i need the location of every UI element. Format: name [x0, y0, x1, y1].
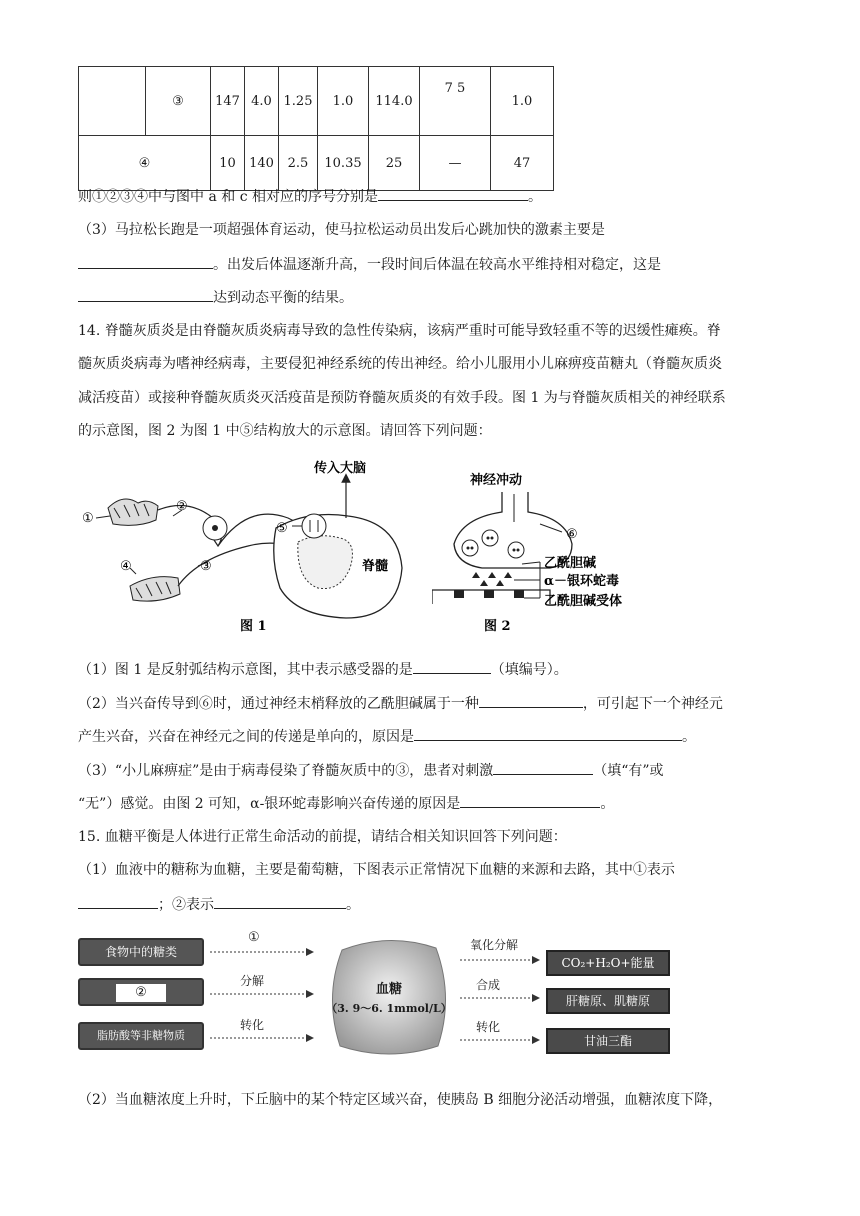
table-cell: 114.0: [369, 67, 420, 136]
q13-part3-line2: 。出发后体温逐渐升高，一段时间后体温在较高水平维持相对稳定，这是: [78, 254, 661, 275]
center-title: 血糖: [375, 982, 402, 997]
table-cell: 25: [369, 136, 420, 191]
q14-stem-line3: 减活疫苗）或接种脊髓灰质炎灭活疫苗是预防脊髓灰质炎的有效手段。图 1 为与脊髓灰质相关的神经联系: [78, 390, 726, 406]
table-cell: 7 5: [420, 67, 491, 136]
table-cell: 1.0: [491, 67, 554, 136]
fig2-toxin-label: α－银环蛇毒: [544, 574, 620, 589]
row-label: ③: [146, 67, 211, 136]
q14-sub1: （1）图 1 是反射弧结构示意图，其中表示感受器的是 （填编号）。: [78, 659, 568, 680]
q15-part1-line2: ；②表示 。: [78, 894, 360, 915]
table-cell: 140: [245, 136, 279, 191]
dest-triglyceride: 甘油三酯: [546, 1028, 670, 1054]
arrow-label-1: ①: [248, 930, 260, 945]
answer-blank[interactable]: [493, 760, 593, 775]
table-cell: —: [420, 136, 491, 191]
blood-glucose-flow-diagram: [78, 928, 674, 1066]
fig1-label-5: ⑤: [276, 521, 288, 536]
q14-sub3: （3）“小儿麻痹症”是由于病毒侵染了脊髓灰质中的③，患者对刺激 （填“有”或: [78, 760, 664, 781]
fig1-brain-label: 传入大脑: [314, 461, 367, 476]
table-cell: 10.35: [318, 136, 369, 191]
source-2-box: [78, 978, 204, 1006]
q13-part3-line3: 达到动态平衡的结果。: [78, 287, 353, 308]
figure-1-caption: 图 1: [240, 619, 267, 634]
dest-glycogen: 肝糖原、肌糖原: [546, 988, 670, 1014]
answer-blank[interactable]: [479, 693, 583, 708]
fig2-label-6: ⑥: [566, 527, 578, 542]
dest-co2-h2o-energy: CO₂+H₂O+能量: [546, 950, 670, 976]
fig2-receptor-label: 乙酰胆碱受体: [544, 594, 623, 609]
table-cell: 4.0: [245, 67, 279, 136]
q15-stem: 15. 血糖平衡是人体进行正常生命活动的前提，请结合相关知识回答下列问题：: [78, 829, 567, 845]
arrow-label-oxidize: 氧化分解: [470, 938, 519, 952]
receptor-skin-shape: [108, 499, 158, 525]
table-cell: 147: [211, 67, 245, 136]
table-cell: 1.25: [279, 67, 318, 136]
figure-2-synapse: [432, 464, 682, 636]
blood-glucose-blob: [322, 930, 456, 1064]
q13-part3-line1: （3）马拉松长跑是一项超强体育运动，使马拉松运动员出发后心跳加快的激素主要是: [78, 222, 605, 238]
fig1-label-4: ④: [120, 559, 132, 574]
table-cell: 1.0: [318, 67, 369, 136]
figure-2-caption: 图 2: [484, 619, 511, 634]
arrow-label-convert-in: 转化: [240, 1018, 265, 1032]
ion-concentration-table: [78, 66, 554, 191]
table-row: [79, 67, 554, 136]
q14-stem-line4: 的示意图，图 2 为图 1 中⑤结构放大的示意图。请回答下列问题：: [78, 423, 492, 439]
fig1-spinal-label: 脊髓: [362, 559, 389, 574]
fig1-label-3: ③: [200, 559, 212, 574]
answer-blank[interactable]: [460, 793, 600, 808]
answer-blank[interactable]: [78, 254, 213, 269]
answer-blank[interactable]: [414, 726, 682, 741]
q14-sub3-line2: “无”）感觉。由图 2 可知，α-银环蛇毒影响兴奋传递的原因是 。: [78, 793, 614, 814]
center-range: （3. 9～6. 1mmol/L）: [326, 1002, 452, 1015]
answer-blank[interactable]: [78, 287, 213, 302]
q15-part1-line1: （1）血液中的糖称为血糖，主要是葡萄糖，下图表示正常情况下血糖的来源和去路，其中①表示: [78, 862, 675, 878]
arrow-label-decompose: 分解: [240, 974, 265, 988]
q15-part2-line1: （2）当血糖浓度上升时，下丘脑中的某个特定区域兴奋，使胰岛 B 细胞分泌活动增强，血糖浓度下降，: [78, 1092, 723, 1108]
answer-blank[interactable]: [78, 894, 158, 909]
source-2-label: ②: [116, 984, 166, 1002]
arrow-label-convert-out: 转化: [476, 1020, 501, 1034]
q14-sub2-line2: 产生兴奋，兴奋在神经元之间的传递是单向的，原因是 。: [78, 726, 696, 747]
source-food-carbs: 食物中的糖类: [78, 938, 204, 966]
fig2-impulse-label: 神经冲动: [470, 473, 523, 488]
q14-stem-line1: 14. 脊髓灰质炎是由脊髓灰质炎病毒导致的急性传染病，该病严重时可能导致轻重不等的迟缓性瘫痪。脊: [78, 323, 721, 339]
answer-blank[interactable]: [413, 659, 491, 674]
table-cell: 47: [491, 136, 554, 191]
fig1-label-1: ①: [82, 511, 94, 526]
acetylcholine-molecules: [472, 572, 512, 586]
answer-blank[interactable]: [378, 186, 528, 201]
q13-answer-line: 则①②③④中与图中 a 和 c 相对应的序号分别是 。: [78, 186, 542, 207]
answer-blank[interactable]: [214, 894, 346, 909]
fig2-ach-label: 乙酰胆碱: [544, 556, 597, 571]
q14-sub2: （2）当兴奋传导到⑥时，通过神经末梢释放的乙酰胆碱属于一种 ，可引起下一个神经元: [78, 693, 723, 714]
q14-stem-line2: 髓灰质炎病毒为嗜神经病毒，主要侵犯神经系统的传出神经。给小儿服用小儿麻痹疫苗糖丸（脊髓灰质炎: [78, 356, 722, 372]
figure-1-reflex-arc: [78, 458, 428, 638]
source-non-sugar: 脂肪酸等非糖物质: [78, 1022, 204, 1050]
row-label: ④: [79, 136, 211, 191]
arrow-label-synthesize: 合成: [476, 978, 501, 992]
table-cell: 2.5: [279, 136, 318, 191]
table-cell: 10: [211, 136, 245, 191]
table-row: [79, 136, 554, 191]
fig1-label-2: ②: [176, 499, 188, 514]
effector-muscle-shape: [130, 577, 180, 602]
input-arrows: [208, 928, 318, 1066]
